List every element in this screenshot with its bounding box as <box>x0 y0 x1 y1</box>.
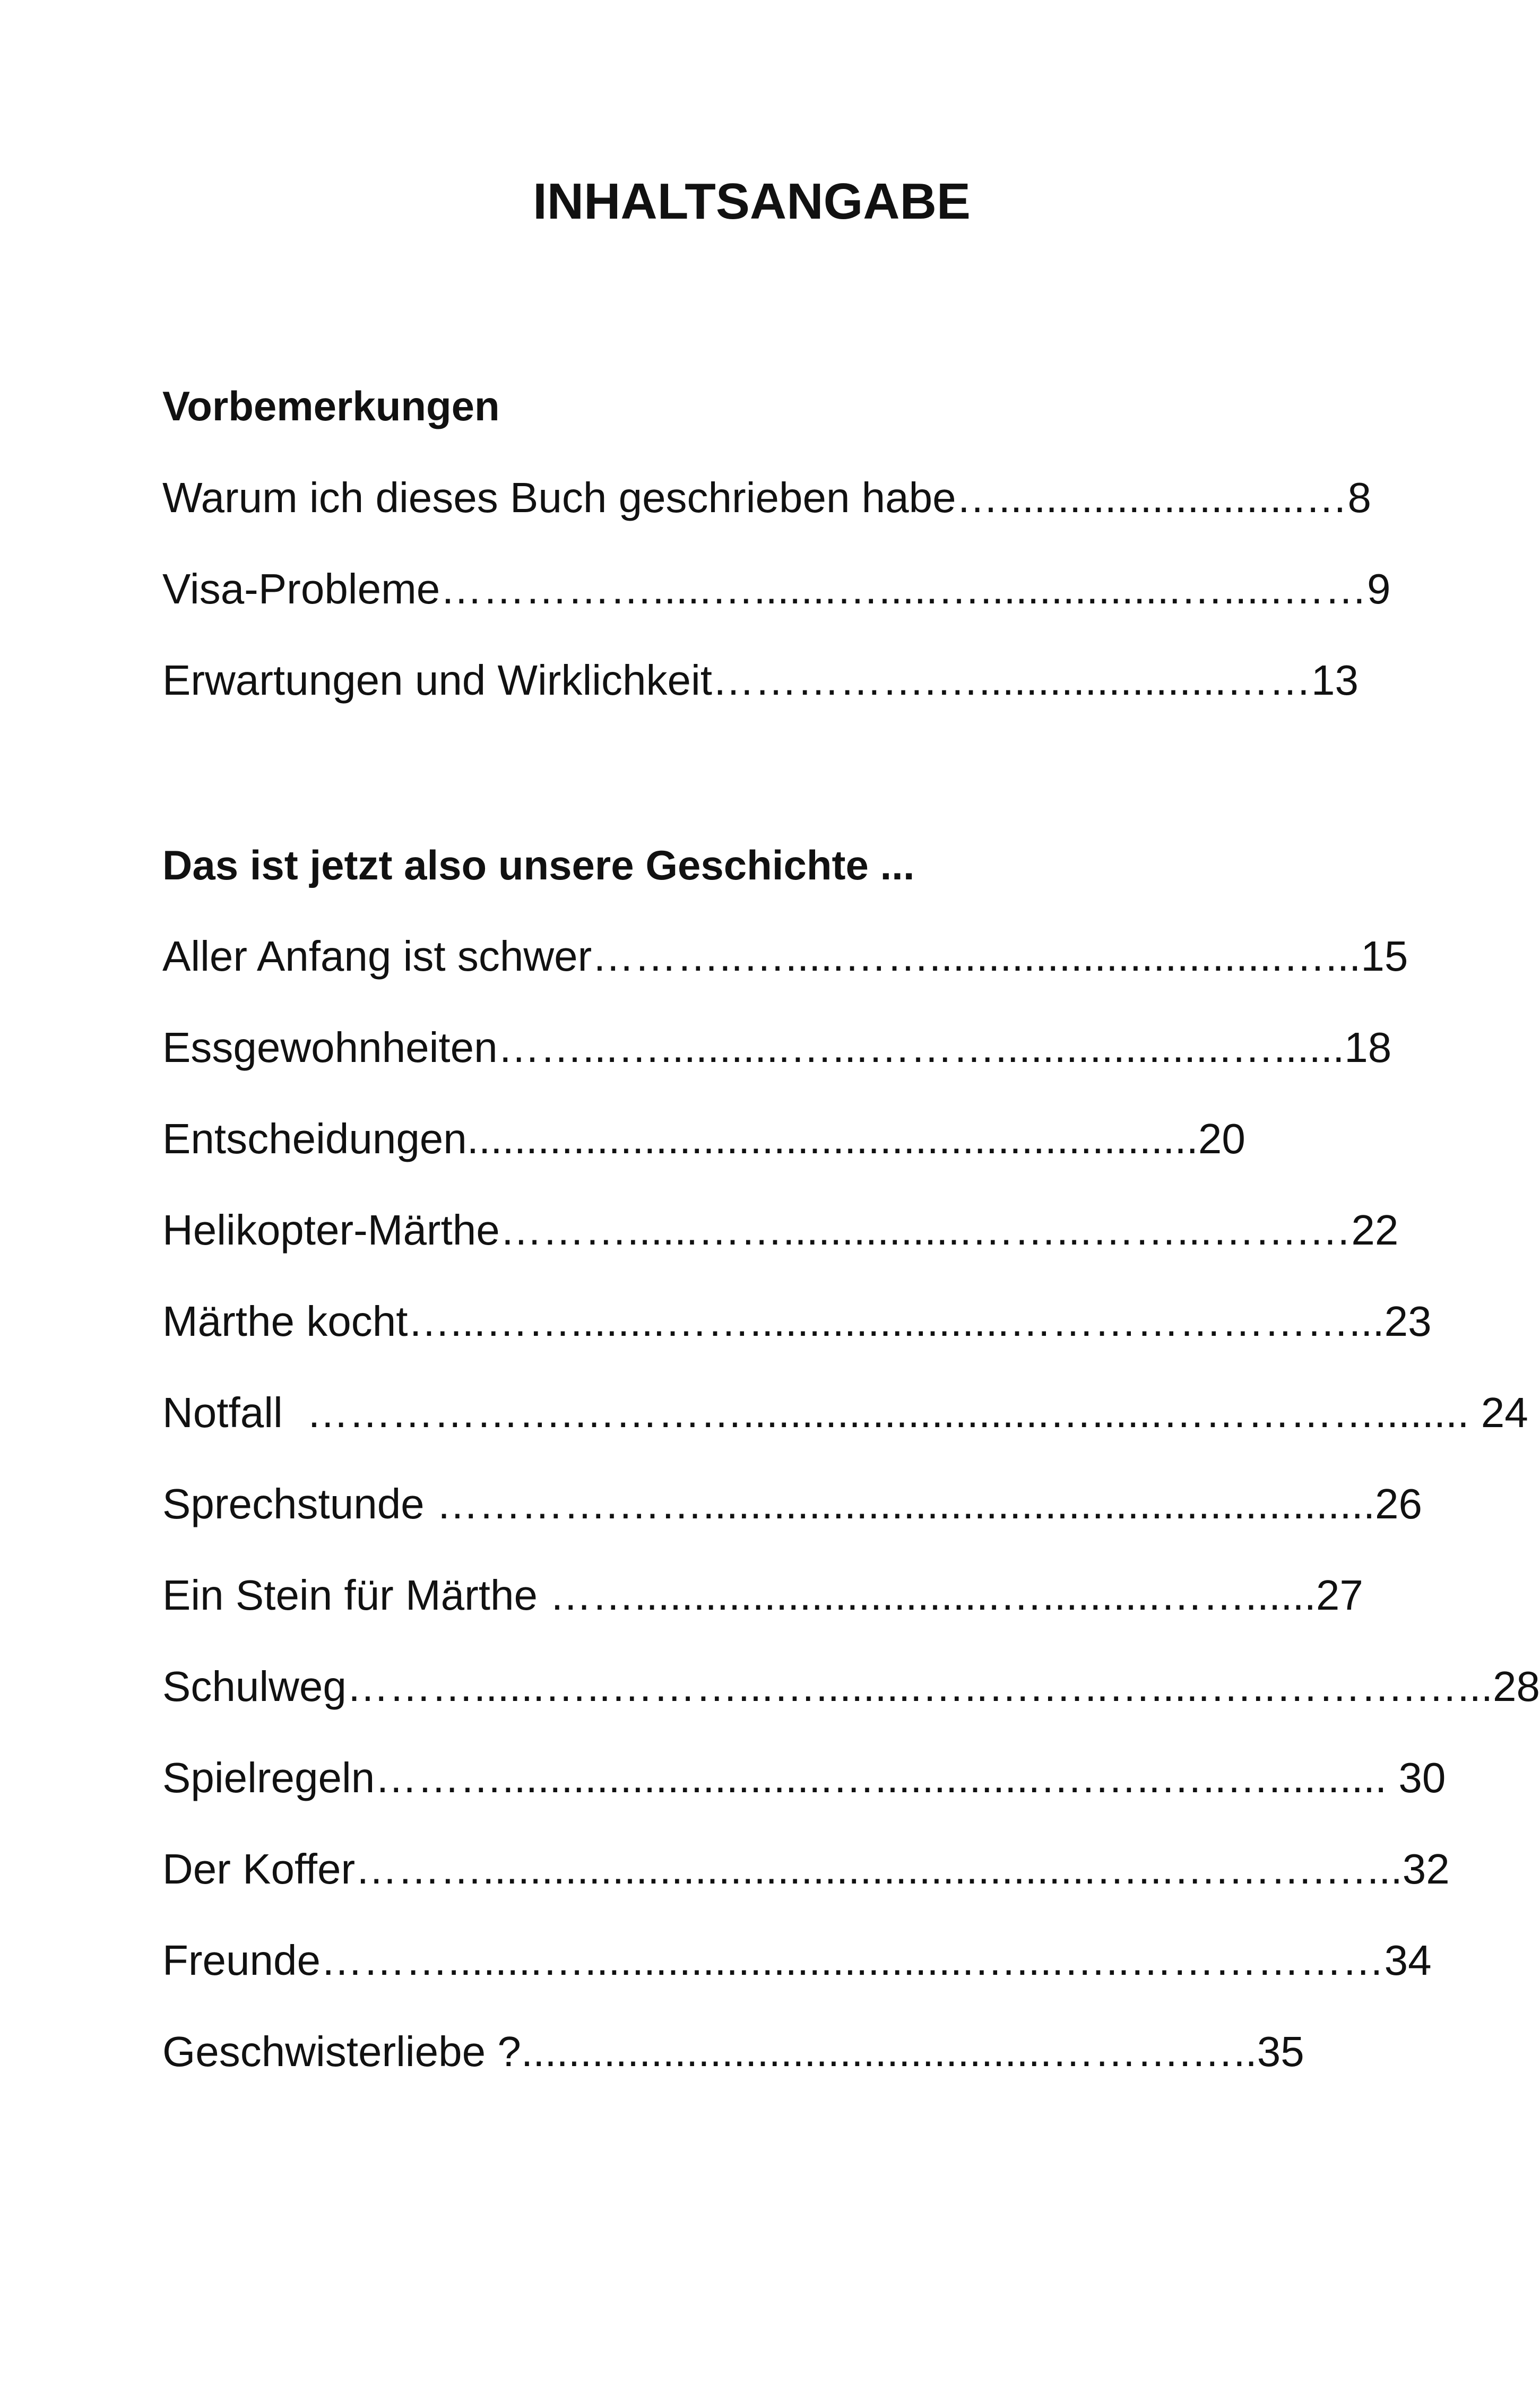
toc-entry-text: Sprechstunde ………….…….........................................................26 <box>162 1480 1423 1527</box>
toc-entry <box>162 1204 1399 1257</box>
toc-entry-text: Essgewohnheiten……...…...........…...………....................…......18 <box>162 1024 1392 1071</box>
toc-entry <box>162 1934 1432 1987</box>
toc-entry <box>162 563 1391 616</box>
toc-entry-text: Märthe kocht…...……........……......................……………………...23 <box>162 1298 1432 1345</box>
toc-entry <box>162 1295 1432 1348</box>
toc-entry-text: Ein Stein für Märthe ……...............................…..........……......27 <box>162 1571 1363 1619</box>
toc-entry-text: Notfall ……………….…………..........................…......……………........ 24 <box>162 1389 1528 1436</box>
toc-entry <box>162 1112 1340 1165</box>
toc-entry <box>162 1386 1528 1439</box>
toc-entry <box>162 654 1359 707</box>
toc-entry-text: Entscheidungen..............................................................20 <box>162 1115 1245 1162</box>
toc-entry-text: Der Koffer………....................................................…...….…….…...32 <box>162 1845 1450 1893</box>
toc-entry-text: Schulweg………......…..………...….........…..….…..….....…..……….…...28 <box>162 1663 1540 1710</box>
toc-entry-text: Aller Anfang ist schwer………..….....……..............................…...15 <box>162 932 1408 980</box>
toc-entry <box>162 1021 1392 1074</box>
toc-entry-text: Warum ich dieses Buch geschrieben habe…..........................…8 <box>162 474 1372 521</box>
toc-entry <box>162 1843 1450 1896</box>
toc-entry-text: Freunde………........….................................…....…..………………34 <box>162 1937 1432 1984</box>
toc-entry <box>162 1751 1446 1804</box>
toc-entry <box>162 1660 1540 1713</box>
toc-entry-text: Visa-Probleme…………….....….......….....….................….....……9 <box>162 565 1391 612</box>
toc-entry-text: Spielregeln………............................…..............….…..…..….......... 30 <box>162 1754 1446 1801</box>
toc-entry <box>162 2025 1340 2078</box>
toc-entry-text: Erwartungen und Wirklichkeit…………….….....................……13 <box>162 657 1359 704</box>
toc-entry-text: Geschwisterliebe ?.............................................……….…..35 <box>162 2028 1304 2075</box>
toc-entry-text: Helikopter-Märthe………......……................……...……...…….…22 <box>162 1206 1399 1254</box>
section-heading-vorbemerkungen: Vorbemerkungen <box>162 383 500 429</box>
page-title: INHALTSANGABE <box>533 173 971 230</box>
toc-entry <box>162 930 1408 983</box>
section-heading-geschichte: Das ist jetzt also unsere Geschichte ... <box>162 842 915 888</box>
toc-entry <box>162 1569 1363 1622</box>
toc-entry <box>162 471 1372 524</box>
toc-entry <box>162 1478 1423 1531</box>
